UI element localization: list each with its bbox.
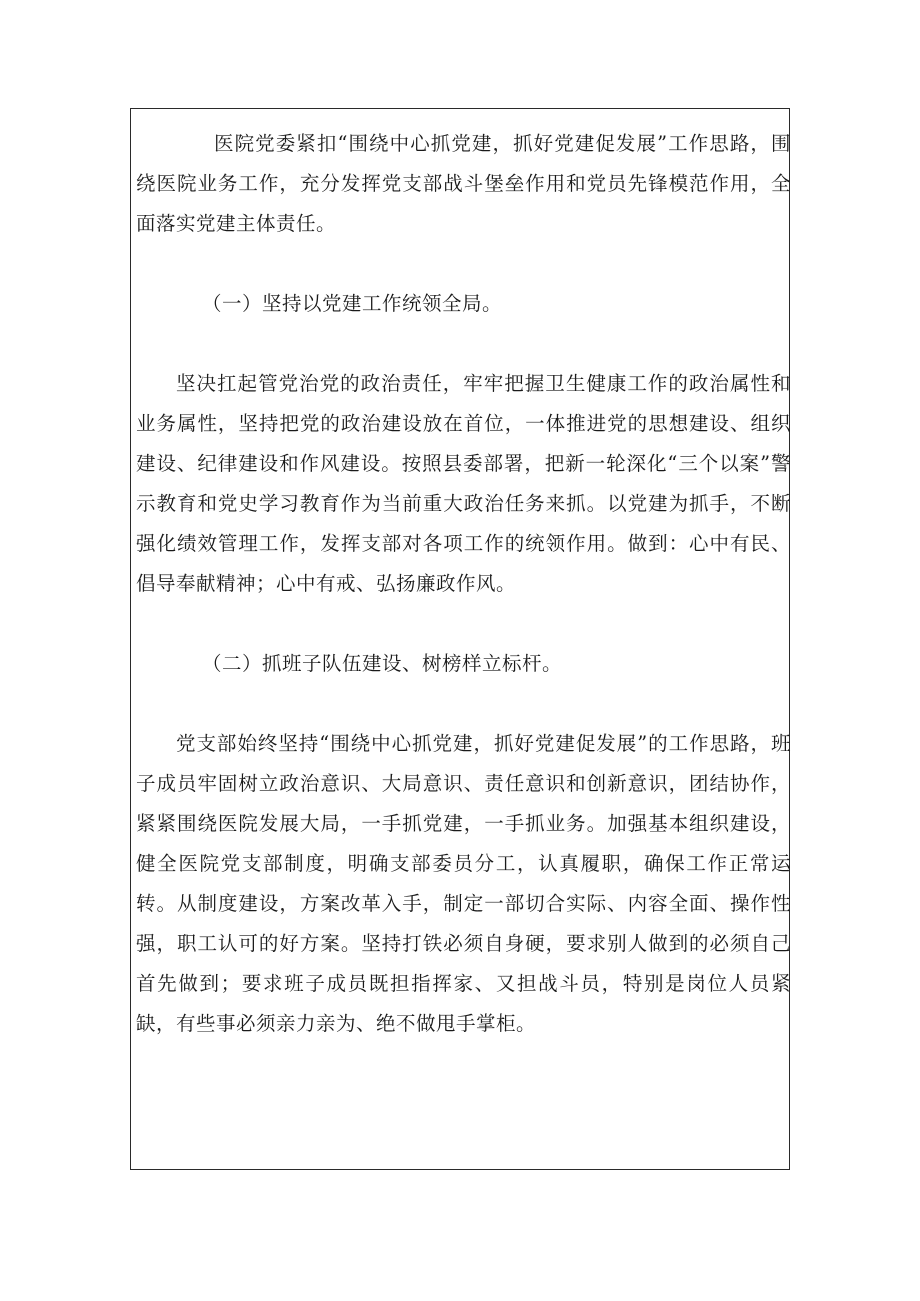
section-body-1: 坚决扛起管党治党的政治责任，牢牢把握卫生健康工作的政治属性和业务属性，坚持把党的政治建设放在首位，一体推进党的思想建设、组织建设、纪律建设和作风建设。按照县委部署，把新一轮深化“三个以案”警示教育和党史学习教育作为当前重大政治任务来抓。以党建为抓手，不断强化绩效管理工作，发挥支部对各项工作的统领作用。做到：心中有民、倡导奉献精神；心中有戒、弘扬廉政作风。 — [136, 372, 791, 595]
section-body-2: 党支部始终坚持“围绕中心抓党建，抓好党建促发展”的工作思路，班子成员牢固树立政治意识、大局意识、责任意识和创新意识，团结协作，紧紧围绕医院发展大局，一手抓党建，一手抓业务。加强基本组织建设，健全医院党支部制度，明确支部委员分工，认真履职，确保工作正常运转。从制度建设，方案改革入手，制定一部切合实际、内容全面、操作性强，职工认可的好方案。坚持打铁必须自身硬，要求别人做到的必须自己首先做到；要求班子成员既担指挥家、又担战斗员，特别是岗位人员紧缺，有些事必须亲力亲为、绝不做甩手掌柜。 — [136, 732, 791, 1035]
intro-paragraph: 医院党委紧扣“围绕中心抓党建，抓好党建促发展”工作思路，围绕医院业务工作，充分发挥党支部战斗堡垒作用和党员先锋模范作用，全面落实党建主体责任。 — [136, 132, 791, 235]
document-body — [136, 124, 791, 1044]
section-heading-2: （二）抓班子队伍建设、树榜样立标杆。 — [202, 652, 563, 675]
section-heading-1: （一）坚持以党建工作统领全局。 — [202, 292, 503, 315]
